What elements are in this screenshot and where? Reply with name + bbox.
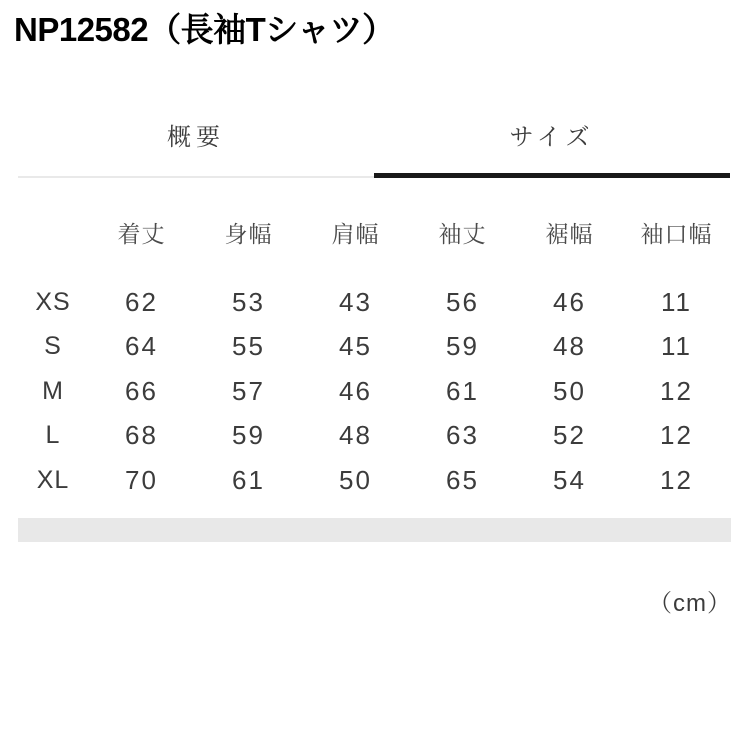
- table-cell: 48: [553, 331, 586, 362]
- table-cell: 43: [339, 286, 372, 317]
- table-cell: 61: [232, 464, 265, 495]
- size-table: [18, 210, 730, 503]
- size-label: L: [45, 421, 61, 450]
- table-cell: 61: [446, 375, 479, 406]
- table-cell: 68: [125, 420, 158, 451]
- table-cell: 12: [660, 375, 693, 406]
- size-label: M: [42, 376, 64, 405]
- table-header-row: [18, 210, 730, 255]
- table-cell: 48: [339, 420, 372, 451]
- table-cell: 46: [553, 286, 586, 317]
- column-header-body-width: 身幅: [224, 221, 273, 247]
- table-cell: 45: [339, 331, 372, 362]
- table-cell: 57: [232, 375, 265, 406]
- table-row-xl: [18, 458, 730, 503]
- column-header-cuff-width: 袖口幅: [640, 221, 713, 247]
- tab-overview[interactable]: 概要: [18, 101, 374, 178]
- table-row-l: [18, 414, 730, 459]
- table-row-s: [18, 325, 730, 370]
- size-label: XS: [35, 287, 71, 316]
- product-title: NP12582（長袖Tシャツ）: [14, 11, 395, 48]
- size-label: S: [44, 332, 62, 361]
- tab-size[interactable]: サイズ: [374, 101, 730, 178]
- table-cell: 65: [446, 464, 479, 495]
- column-header-hem-width: 裾幅: [545, 221, 594, 247]
- table-cell: 64: [125, 331, 158, 362]
- table-row-xs: [18, 280, 730, 325]
- table-cell: 12: [660, 464, 693, 495]
- table-cell: 63: [446, 420, 479, 451]
- table-cell: 50: [553, 375, 586, 406]
- tab-bar: [18, 101, 730, 178]
- horizontal-scrollbar[interactable]: [18, 518, 731, 542]
- table-cell: 66: [125, 375, 158, 406]
- table-cell: 11: [661, 286, 692, 317]
- table-cell: 12: [660, 420, 693, 451]
- table-cell: 54: [553, 464, 586, 495]
- table-row-m: [18, 369, 730, 414]
- table-cell: 55: [232, 331, 265, 362]
- table-cell: 46: [339, 375, 372, 406]
- table-cell: 50: [339, 464, 372, 495]
- column-header-body-length: 着丈: [117, 221, 166, 247]
- table-cell: 59: [232, 420, 265, 451]
- size-label: XL: [36, 465, 70, 494]
- table-cell: 62: [125, 286, 158, 317]
- table-cell: 11: [661, 331, 692, 362]
- unit-note: （cm）: [648, 590, 732, 617]
- table-cell: 56: [446, 286, 479, 317]
- table-cell: 53: [232, 286, 265, 317]
- column-header-sleeve-length: 袖丈: [438, 221, 487, 247]
- table-cell: 70: [125, 464, 158, 495]
- table-cell: 59: [446, 331, 479, 362]
- column-header-shoulder-width: 肩幅: [331, 221, 380, 247]
- table-cell: 52: [553, 420, 586, 451]
